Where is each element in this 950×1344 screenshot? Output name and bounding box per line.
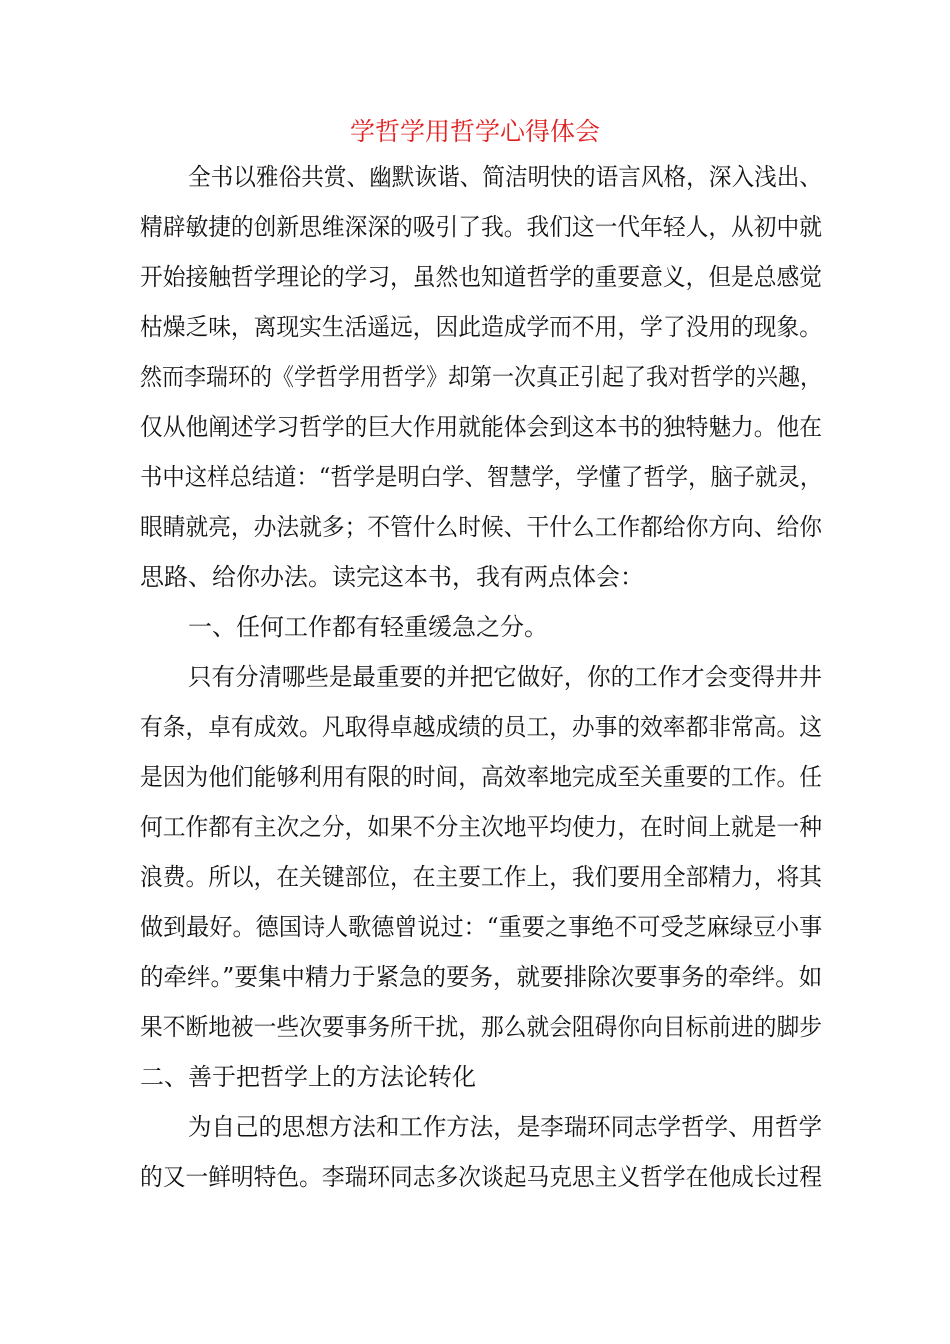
paragraph-line: 果不断地被一些次要事务所干扰，那么就会阻碍你向目标前进的脚步 [140,1013,822,1041]
paragraph-line: 精辟敏捷的创新思维深深的吸引了我。我们这一代年轻人，从初中就 [140,213,822,241]
paragraph-line: 然而李瑞环的《学哲学用哲学》却第一次真正引起了我对哲学的兴趣， [140,363,823,391]
paragraph-line: 的又一鲜明特色。李瑞环同志多次谈起马克思主义哲学在他成长过程 [140,1163,822,1191]
paragraph-line: 开始接触哲学理论的学习，虽然也知道哲学的重要意义，但是总感觉 [140,263,822,291]
paragraph-line: 书中这样总结道：“哲学是明白学、智慧学，学懂了哲学，脑子就灵， [140,463,823,491]
paragraph-line: 眼睛就亮，办法就多；不管什么时候、干什么工作都给你方向、给你 [140,513,822,541]
paragraph-line: 的牵绊。”要集中精力于紧急的要务，就要排除次要事务的牵绊。如 [140,963,823,991]
paragraph-line: 浪费。所以，在关键部位，在主要工作上，我们要用全部精力，将其 [140,863,822,891]
paragraph-line: 全书以雅俗共赏、幽默诙谐、简洁明快的语言风格，深入浅出、 [188,163,823,191]
section-heading-2: 二、善于把哲学上的方法论转化 [140,1063,476,1091]
paragraph-line: 是因为他们能够利用有限的时间，高效率地完成至关重要的工作。任 [140,763,822,791]
paragraph-line: 为自己的思想方法和工作方法，是李瑞环同志学哲学、用哲学 [188,1113,823,1141]
paragraph-line: 有条，卓有成效。凡取得卓越成绩的员工，办事的效率都非常高。这 [140,713,822,741]
paragraph-line: 只有分清哪些是最重要的并把它做好，你的工作才会变得井井 [188,663,823,691]
paragraph-line: 何工作都有主次之分，如果不分主次地平均使力，在时间上就是一种 [140,813,822,841]
paragraph-line: 仅从他阐述学习哲学的巨大作用就能体会到这本书的独特魅力。他在 [140,413,822,441]
section-heading-1: 一、任何工作都有轻重缓急之分。 [188,613,548,641]
document-title: 学哲学用哲学心得体会 [349,117,600,146]
paragraph-line: 做到最好。德国诗人歌德曾说过：“重要之事绝不可受芝麻绿豆小事 [140,913,823,941]
paragraph-line: 思路、给你办法。读完这本书，我有两点体会： [140,563,644,591]
paragraph-line: 枯燥乏味，离现实生活遥远，因此造成学而不用，学了没用的现象。 [140,313,822,341]
